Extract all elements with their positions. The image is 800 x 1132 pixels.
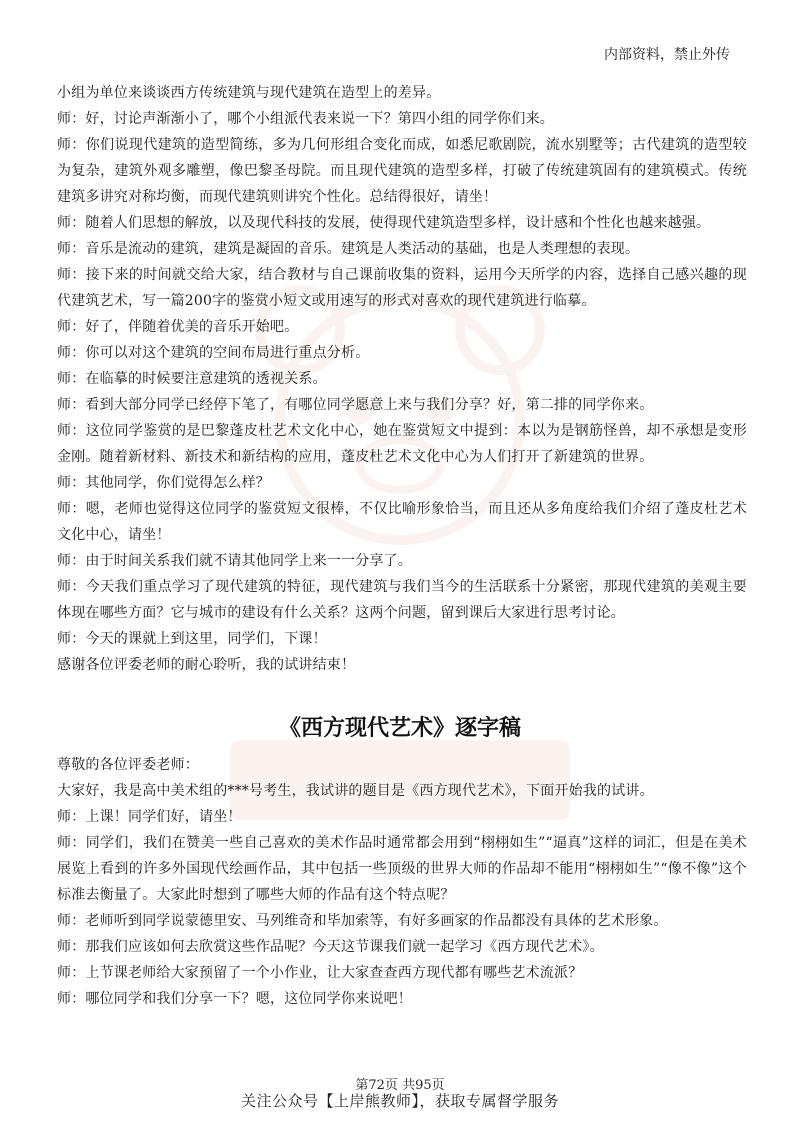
paragraph: 大家好，我是高中美术组的***号考生，我试讲的题目是《西方现代艺术》，下面开始我的试讲。 bbox=[57, 783, 654, 799]
paragraph: 师：老师听到同学说蒙德里安、马列维奇和毕加索等，有好多画家的作品都没有具体的艺术形象。 bbox=[57, 913, 668, 929]
paragraph: 师：今天我们重点学习了现代建筑的特征，现代建筑与我们当今的生活联系十分紧密，那现代建筑的美观主要体现在哪些方面？它与城市的建设有什么关系？这两个问题，留到课后大家进行思考讨论。 bbox=[57, 579, 747, 621]
paragraph: 师：这位同学鉴赏的是巴黎蓬皮杜艺术文化中心，她在鉴赏短文中提到：本以为是钢筋怪兽，却不承想是变形金刚。随着新材料、新技术和新结构的应用，蓬皮杜艺术文化中心为人们打开了新建筑的世界。 bbox=[57, 423, 747, 465]
paragraph: 师：同学们，我们在赞美一些自己喜欢的美术作品时通常都会用到“栩栩如生”“逼真”这样的词汇，但是在美术展览上看到的许多外国现代绘画作品，其中包括一些顶级的世界大师的作品却不能用“栩栩如生”“像不像”这个标准去衡量了。大家此时想到了哪些大师的作品有这个特点呢？ bbox=[57, 835, 747, 903]
section-title: 《西方现代艺术》逐字稿 bbox=[278, 716, 521, 741]
paragraph: 师：嗯，老师也觉得这位同学的鉴赏短文很棒，不仅比喻形象恰当，而且还从多角度给我们介绍了蓬皮杜艺术文化中心，请坐！ bbox=[57, 501, 747, 543]
section-lecture-part1 bbox=[57, 80, 747, 678]
paragraph: 感谢各位评委老师的耐心聆听，我的试讲结束！ bbox=[57, 657, 356, 673]
paragraph: 师：好，讨论声渐渐小了，哪个小组派代表来说一下？第四小组的同学你们来。 bbox=[57, 111, 554, 127]
paragraph: 师：你们说现代建筑的造型简练，多为几何形组合变化而成，如悉尼歌剧院，流水别墅等；古代建筑的造型较为复杂，建筑外观多雕塑，像巴黎圣母院。而且现代建筑的造型多样，打破了传统建筑固有的建筑模式。传统建筑多讲究对称均衡，而现代建筑则讲究个性化。总结得很好，请坐！ bbox=[57, 137, 747, 205]
paragraph: 师：上节课老师给大家预留了一个小作业，让大家查查西方现代都有哪些艺术流派？ bbox=[57, 965, 583, 981]
paragraph: 师：今天的课就上到这里，同学们，下课！ bbox=[57, 631, 327, 647]
paragraph: 师：由于时间关系我们就不请其他同学上来一一分享了。 bbox=[57, 553, 412, 569]
paragraph: 师：其他同学，你们觉得怎么样？ bbox=[57, 475, 270, 491]
section-lecture-part2 bbox=[57, 752, 747, 1012]
paragraph: 师：那我们应该如何去欣赏这些作品呢？今天这节课我们就一起学习《西方现代艺术》。 bbox=[57, 939, 604, 955]
footer-promo: 关注公众号【上岸熊教师】，获取专属督学服务 bbox=[240, 1092, 559, 1110]
header-confidential-note: 内部资料，禁止外传 bbox=[604, 47, 730, 63]
paragraph: 师：看到大部分同学已经停下笔了，有哪位同学愿意上来与我们分享？好，第二排的同学你来。 bbox=[57, 397, 654, 413]
paragraph: 师：接下来的时间就交给大家，结合教材与自己课前收集的资料，运用今天所学的内容，选择自己感兴趣的现代建筑艺术，写一篇200字的鉴赏小短文或用速写的形式对喜欢的现代建筑进行临摹。 bbox=[57, 267, 747, 309]
paragraph: 师：随着人们思想的解放，以及现代科技的发展，使得现代建筑造型多样，设计感和个性化也越来越强。 bbox=[57, 215, 711, 231]
paragraph: 尊敬的各位评委老师： bbox=[57, 757, 199, 773]
paragraph: 小组为单位来谈谈西方传统建筑与现代建筑在造型上的差异。 bbox=[57, 85, 441, 101]
paragraph: 师：你可以对这个建筑的空间布局进行重点分析。 bbox=[57, 345, 370, 361]
paragraph: 师：在临摹的时候要注意建筑的透视关系。 bbox=[57, 371, 327, 387]
paragraph: 师：音乐是流动的建筑，建筑是凝固的音乐。建筑是人类活动的基础，也是人类理想的表现。 bbox=[57, 241, 640, 257]
paragraph: 师：好了，伴随着优美的音乐开始吧。 bbox=[57, 319, 299, 335]
paragraph: 师：哪位同学和我们分享一下？嗯，这位同学你来说吧！ bbox=[57, 991, 412, 1007]
page-number: 第72页 共95页 bbox=[355, 1078, 445, 1093]
paragraph: 师：上课！同学们好，请坐！ bbox=[57, 809, 242, 825]
